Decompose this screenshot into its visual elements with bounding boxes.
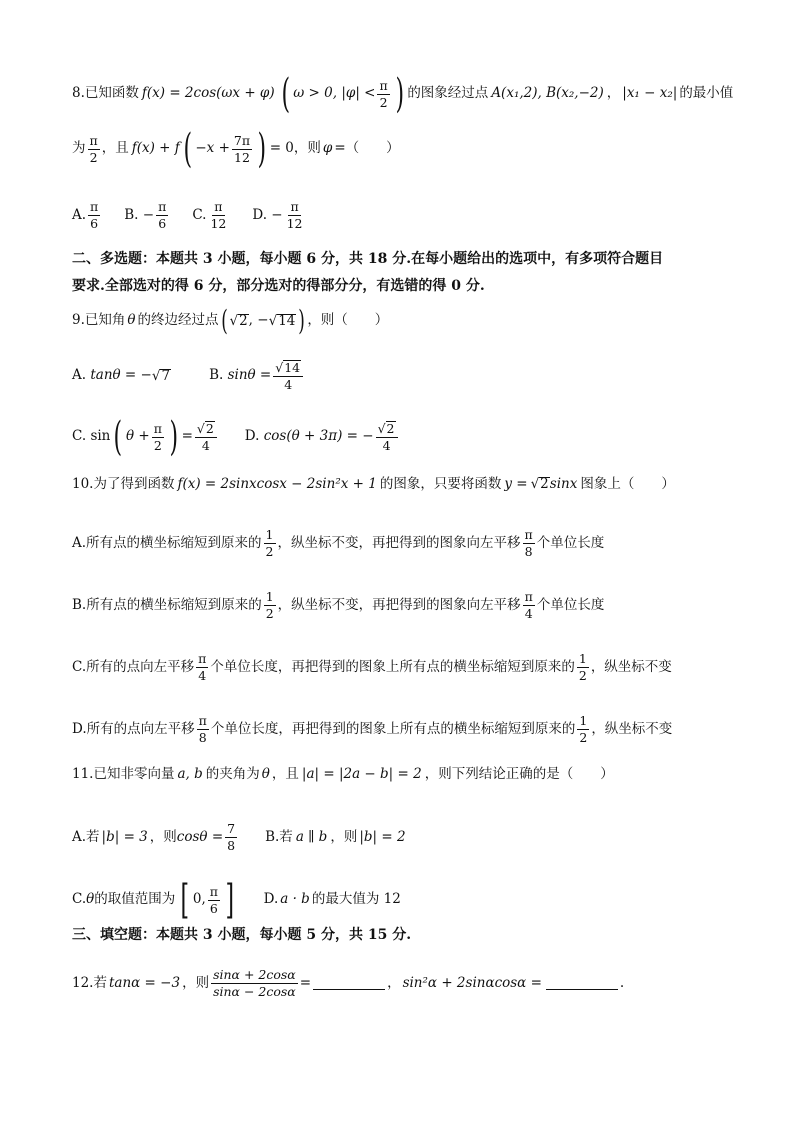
q8-option-c[interactable]: C. $\frac{\pi}{12}$: [192, 199, 227, 231]
q11-stem-c: ，且: [271, 766, 299, 782]
q11-stem-d: ，则下列结论正确的是（ ）: [424, 766, 614, 782]
q8-function: f(x) = 2cos(ωx + φ): [141, 85, 275, 102]
q8-pi-over-2: $\frac{\pi}{2}$: [379, 77, 388, 110]
section2-heading-line2: 要求.全部选对的得 6 分，部分选对的得部分分，有选错的得 0 分.: [72, 278, 485, 294]
q8-eq-part1: f(x) + f: [131, 140, 180, 157]
q8-line1: 8. 已知函数 f(x) = 2cos(ωx + φ) ( ω > 0, |φ| < $\frac{\pi}{2}$ ) 的图象经过点 A(x₁,2), B(x₂,−2) ， |x₁ − x₂| 的最小值: [72, 71, 734, 117]
q12-stem: [72, 968, 624, 999]
q9-stem-b: 的终边经过点: [137, 312, 219, 329]
q8-option-b[interactable]: B. − $\frac{\pi}{6}$: [124, 199, 167, 231]
q10-function: f(x) = 2sinxcosx − 2sin²x + 1: [177, 475, 377, 492]
section2-heading-line1: 二、多选题：本题共 3 小题，每小题 6 分，共 18 分.在每小题给出的选项中，有多项符合题目: [72, 251, 664, 267]
q8-option-d[interactable]: D. − $\frac{\pi}{12}$: [252, 199, 303, 231]
q8-phi: φ: [322, 140, 333, 157]
q12-expr2: sin²α + 2sinαcosα =: [402, 974, 542, 991]
q12-stem-a: 12.若: [72, 974, 107, 991]
q12-answer-blank-2[interactable]: [546, 977, 618, 990]
q11-stem-a: 11.已知非零向量: [72, 766, 175, 782]
q8-stem-a: 已知函数: [84, 85, 139, 102]
q12-end: .: [619, 974, 625, 991]
q10-option-c[interactable]: C.所有的点向左平移 $\frac{\pi}{4}$ 个单位长度，再把得到的图象上所有点的横坐标缩短到原来的 $\frac{1}{2}$ ，纵坐标不变: [72, 651, 672, 683]
q8-abs-expr: |x₁ − x₂|: [622, 85, 678, 102]
q12-stem-b: ，则: [182, 974, 210, 991]
q12-answer-blank-1[interactable]: [313, 977, 385, 990]
q10-func2-a: y =: [504, 475, 528, 492]
q9-option-b[interactable]: B. sinθ = √ 14 4: [209, 360, 305, 392]
q10-func2-b: sinx: [549, 475, 578, 492]
q8-ask: =（ ）: [334, 140, 400, 157]
q9-option-d[interactable]: D. cos(θ + 3π) = − √ 2 4: [245, 421, 400, 453]
q9-options-cd: [72, 414, 400, 460]
q8-stem-b: 的图象经过点: [407, 85, 489, 102]
q9-option-a[interactable]: A. tanθ = − √ 7: [72, 367, 171, 384]
q11-theta: θ: [261, 766, 270, 782]
q11-condition: |a| = |2a − b| = 2: [301, 766, 422, 782]
q9-sqrt2: √ 2: [229, 312, 248, 329]
q12-condition: tanα = −3: [108, 974, 181, 991]
q11-vectors: a, b: [177, 766, 203, 782]
q10-stem-c: 图象上（ ）: [580, 475, 675, 492]
q11-option-b[interactable]: B.若 a ∥ b ，则 |b| = 2: [265, 828, 406, 845]
q8-option-a[interactable]: A. $\frac{\pi}{6}$: [72, 199, 99, 231]
section3-heading: 三、填空题：本题共 3 小题，每小题 5 分，共 15 分.: [72, 927, 412, 943]
q11-stem: [72, 768, 614, 782]
q11-options-cd: [72, 877, 401, 923]
q12-comma: ，: [387, 974, 401, 991]
q9-sqrt14: √ 14: [268, 312, 296, 329]
q9-stem-c: ，则（ ）: [307, 312, 389, 329]
q11-option-d[interactable]: D. a · b 的最大值为 12: [263, 891, 401, 908]
q8-options: [72, 200, 307, 231]
q8-stem-c: ，: [606, 85, 621, 102]
q11-options-ab: [72, 822, 406, 853]
q8-7pi-over-12: $\frac{7\pi}{12}$: [233, 132, 251, 165]
q10-option-b[interactable]: B.所有点的横坐标缩短到原来的 $\frac{1}{2}$ ，纵坐标不变，再把得到的图象向左平移 $\frac{\pi}{4}$ 个单位长度: [72, 589, 605, 621]
q10-option-d[interactable]: D.所有的点向左平移 $\frac{\pi}{8}$ 个单位长度，再把得到的图象上所有点的横坐标缩短到原来的 $\frac{1}{2}$ ，纵坐标不变: [72, 713, 673, 745]
q9-theta: θ: [127, 312, 136, 329]
q8-line2: 为 $\frac{\pi}{2}$ ，且 f(x) + f ( −x + $\frac{7\pi}{12}$ ) = 0，则 φ =（ ）: [72, 126, 400, 172]
q8-line2-a: 为: [72, 140, 86, 157]
q8-line2-b: ，且: [101, 140, 129, 157]
q8-eq-inner: −x +: [195, 140, 230, 157]
q11-stem-b: 的夹角为: [205, 766, 260, 782]
q8-points: A(x₁,2), B(x₂,−2): [491, 85, 604, 102]
q8-number: 8.: [72, 85, 85, 102]
q12-fraction: $\frac{\sin\alpha + 2\cos\alpha}{\sin\alpha - 2\cos\alpha}$: [213, 967, 296, 999]
q10-stem-a: 10.为了得到函数: [72, 475, 175, 492]
q11-option-c[interactable]: C. θ 的取值范围为 [ 0, $\frac{\pi}{6}$ ]: [72, 877, 235, 923]
q8-pi-over-2-b: $\frac{\pi}{2}$: [89, 132, 98, 165]
q11-option-a[interactable]: A.若 |b| = 3 ，则 cosθ = $\frac{7}{8}$: [72, 821, 236, 853]
q8-condition: ω > 0, |φ| <: [293, 85, 376, 102]
q10-stem-b: 的图象，只要将函数: [379, 475, 502, 492]
q10-func2-sqrt: √ 2: [530, 476, 549, 492]
q9-option-c[interactable]: C. sin ( θ + $\frac{\pi}{2}$ ) = √ 2 4: [72, 421, 219, 453]
q9-stem-a: 9.已知角: [72, 312, 126, 329]
q8-stem-d: 的最小值: [679, 85, 734, 102]
q10-stem: [72, 477, 675, 492]
q12-eq: =: [299, 974, 312, 991]
q10-option-a[interactable]: A.所有点的横坐标缩短到原来的 $\frac{1}{2}$ ，纵坐标不变，再把得到的图象向左平移 $\frac{\pi}{8}$ 个单位长度: [72, 527, 605, 559]
q9-options-ab: [72, 360, 305, 392]
q8-eq-end: = 0，则: [269, 140, 321, 157]
q9-stem: 9.已知角 θ 的终边经过点 ( √ 2 , − √ 14 ) ，则（ ）: [72, 304, 389, 337]
